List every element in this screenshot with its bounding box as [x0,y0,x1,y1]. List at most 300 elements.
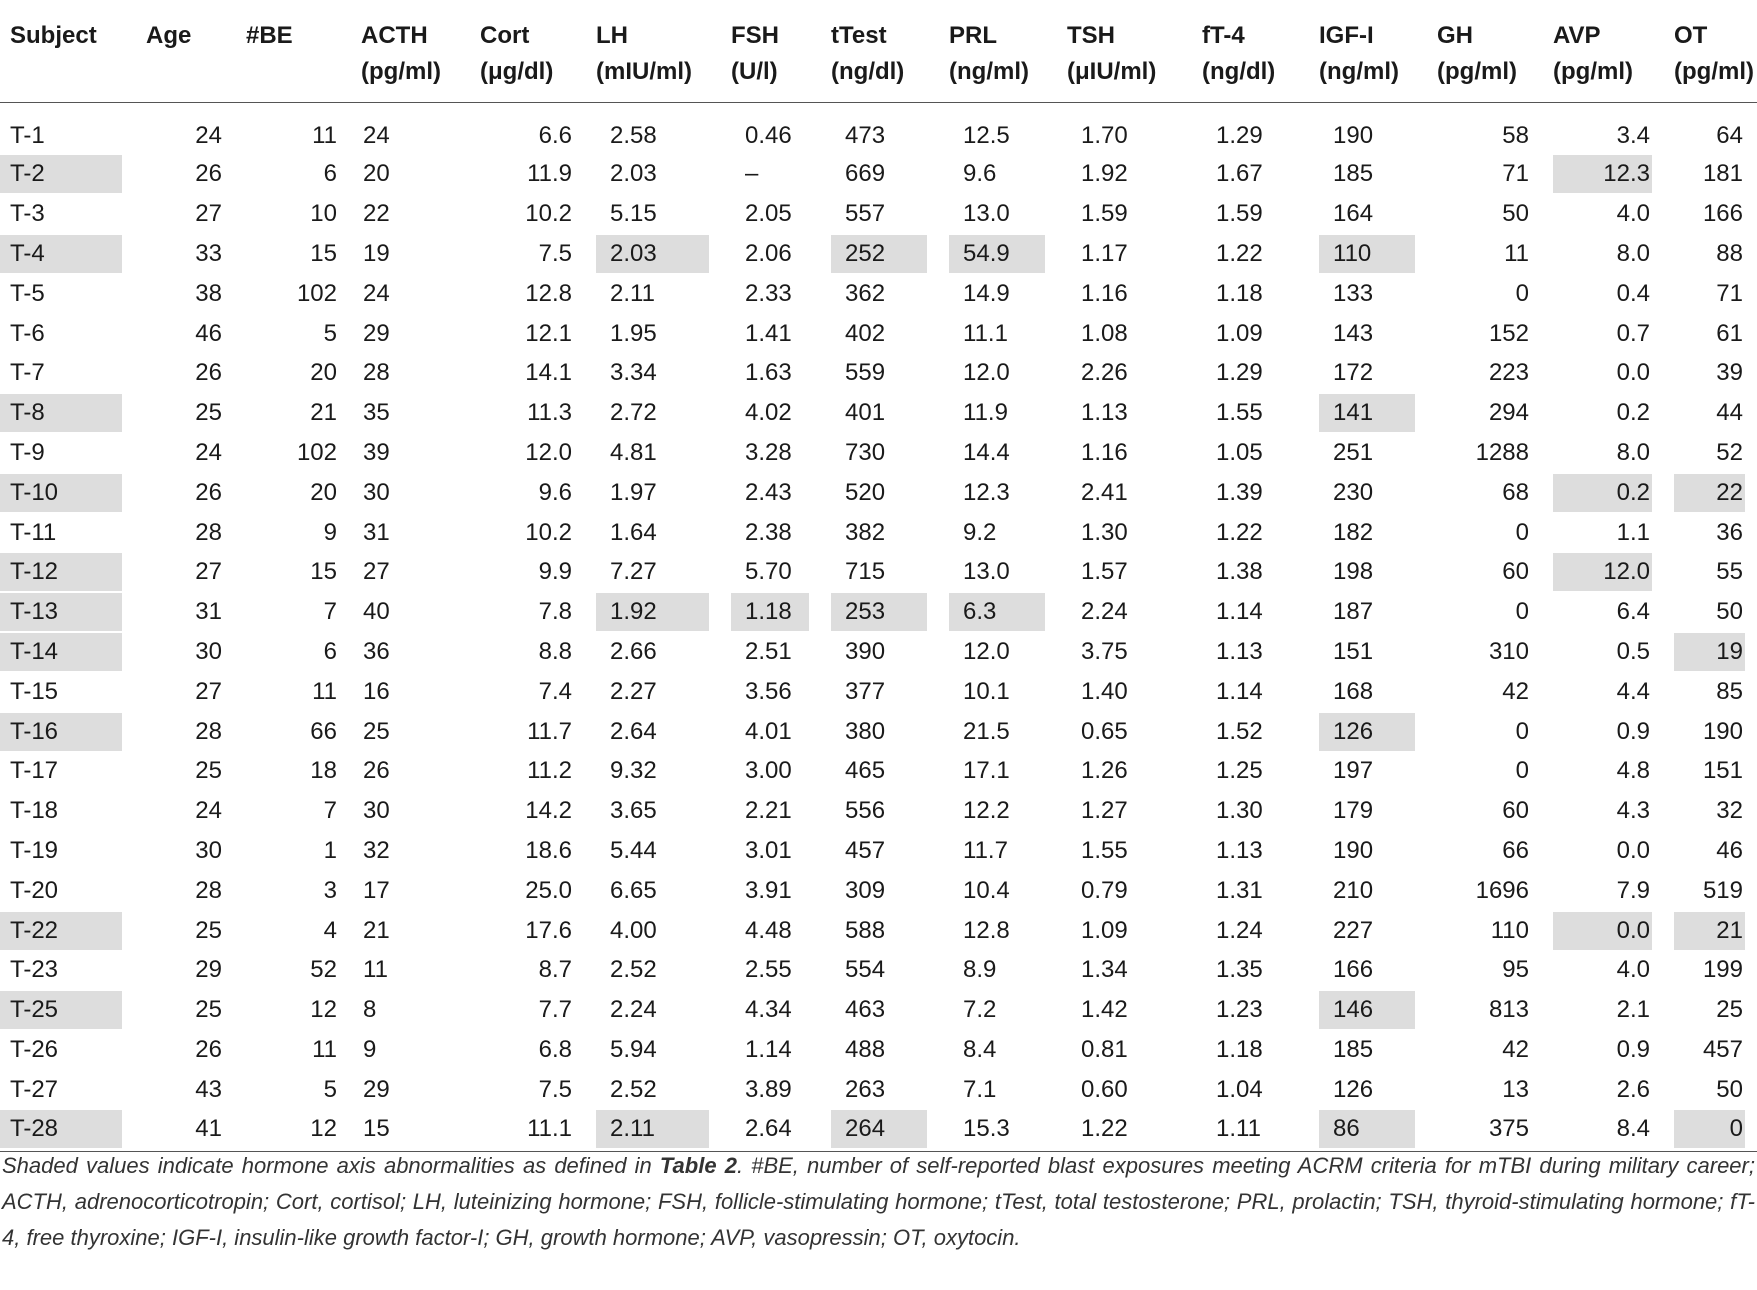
cell-text: T-25 [0,991,122,1029]
cell-text: 68 [1502,478,1529,506]
cell-text: 19 [363,239,390,267]
value-cell [1309,433,1427,473]
subject-cell [0,314,136,354]
value-cell [586,751,721,791]
cell-text: 30 [195,836,222,864]
cell-text: 0.0 [1616,359,1650,387]
cell-text: 1.29 [1216,121,1263,149]
cell-text: 8.9 [963,956,997,984]
column-header-label: FSH [731,22,779,49]
cell-text: 168 [1333,677,1374,705]
value-cell [721,1070,821,1110]
value-cell [1057,234,1192,274]
value-cell [721,791,821,831]
cell-text: 4.00 [610,916,657,944]
cell-text: 2.03 [596,235,709,273]
value-cell [1427,1070,1543,1110]
cell-text: T-5 [10,279,45,307]
value-cell [1057,592,1192,632]
value-cell [236,632,351,672]
value-cell [136,950,236,990]
column-header-label: Subject [10,22,97,49]
value-cell [1543,791,1664,831]
cell-text: 5 [323,319,337,347]
subject-cell [0,1030,136,1070]
value-cell [1427,831,1543,871]
value-cell [586,473,721,513]
value-cell [721,672,821,712]
value-cell [821,393,939,433]
value-cell [821,990,939,1030]
table-row [0,102,1757,155]
cell-text: T-9 [10,438,45,466]
footnote-table-ref: Table 2 [659,1153,737,1178]
column-header-unit: (pg/ml) [1553,58,1633,85]
value-cell [821,950,939,990]
cell-text: 25 [195,757,222,785]
value-cell [1664,911,1757,951]
value-cell [721,155,821,195]
subject-cell [0,592,136,632]
cell-text: 3.00 [745,757,792,785]
cell-text: 11 [1504,239,1529,267]
cell-text: 39 [363,438,390,466]
value-cell [236,990,351,1030]
value-cell [236,102,351,155]
cell-text: 61 [1716,319,1743,347]
value-cell [136,234,236,274]
value-cell [1543,831,1664,871]
cell-text: 110 [1319,235,1415,273]
value-cell [1664,234,1757,274]
cell-text: 17.6 [525,916,572,944]
value-cell [1057,552,1192,592]
value-cell [351,1110,470,1152]
value-cell [586,353,721,393]
cell-text: 11.7 [963,836,1008,864]
column-header-label: GH [1437,22,1473,49]
cell-text: 190 [1333,121,1374,149]
value-cell [1664,632,1757,672]
cell-text: 15 [310,239,337,267]
cell-text: 2.24 [610,996,657,1024]
value-cell [1543,473,1664,513]
value-cell [586,871,721,911]
table-row [0,632,1757,672]
column-header-unit: (U/l) [731,58,778,85]
value-cell [586,950,721,990]
cell-text: 6.3 [949,593,1045,631]
cell-text: 26 [363,757,390,785]
cell-text: 4.0 [1616,200,1650,228]
cell-text: 1.97 [610,478,657,506]
cell-text: 1.67 [1216,160,1263,188]
value-cell [470,592,586,632]
subject-cell [0,632,136,672]
value-cell [1664,831,1757,871]
cell-text: T-20 [10,876,59,904]
value-cell [1664,274,1757,314]
cell-text: 1.14 [745,1035,792,1063]
cell-text: 14.1 [525,359,572,387]
value-cell [1543,592,1664,632]
cell-text: 3.01 [745,836,792,864]
value-cell [821,592,939,632]
cell-text: 151 [1702,757,1743,785]
value-cell [1543,672,1664,712]
cell-text: 9 [363,1035,377,1063]
value-cell [586,234,721,274]
value-cell [1427,712,1543,752]
cell-text: 1.57 [1081,558,1128,586]
cell-text: 12.0 [963,359,1010,387]
value-cell [821,194,939,234]
value-cell [136,513,236,553]
cell-text: 2.64 [610,717,657,745]
value-cell [939,990,1057,1030]
value-cell [821,911,939,951]
value-cell [586,433,721,473]
value-cell [1543,871,1664,911]
cell-text: 10.1 [963,677,1010,705]
value-cell [351,155,470,195]
cell-text: 29 [363,319,390,347]
footnote-prefix: Shaded values indicate hormone axis abnormalities as defined in [2,1153,660,1178]
value-cell [1192,712,1309,752]
value-cell [586,102,721,155]
cell-text: 554 [845,956,886,984]
cell-text: 1.40 [1081,677,1128,705]
value-cell [236,911,351,951]
subject-cell [0,353,136,393]
value-cell [721,990,821,1030]
cell-text: 28 [195,717,222,745]
cell-text: 1.38 [1216,558,1263,586]
cell-text: 377 [845,677,886,705]
value-cell [939,911,1057,951]
value-cell [939,552,1057,592]
value-cell [470,155,586,195]
cell-text: 1.55 [1216,399,1263,427]
value-cell [1192,473,1309,513]
table-row [0,672,1757,712]
cell-text: 6 [323,160,337,188]
subject-cell [0,712,136,752]
cell-text: T-8 [0,394,122,432]
cell-text: 1 [323,836,337,864]
cell-text: 11.9 [527,160,572,188]
value-cell [236,1070,351,1110]
value-cell [1543,632,1664,672]
cell-text: 4.0 [1616,956,1650,984]
value-cell [351,234,470,274]
cell-text: 25 [195,996,222,1024]
cell-text: 41 [195,1114,222,1142]
value-cell [1192,102,1309,155]
cell-text: 4.48 [745,916,792,944]
column-header-label: PRL [949,22,997,49]
column-header [821,0,939,102]
value-cell [1309,672,1427,712]
cell-text: 1.30 [1216,797,1263,825]
cell-text: 3.56 [745,677,792,705]
value-cell [1427,592,1543,632]
cell-text: 730 [845,438,886,466]
cell-text: 71 [1502,160,1529,188]
cell-text: 36 [1716,518,1743,546]
cell-text: 8.0 [1616,239,1650,267]
cell-text: T-23 [10,956,59,984]
value-cell [136,473,236,513]
value-cell [1543,1070,1664,1110]
value-cell [1543,102,1664,155]
value-cell [939,632,1057,672]
value-cell [821,1110,939,1152]
cell-text: 1.31 [1216,876,1263,904]
value-cell [721,274,821,314]
cell-text: 182 [1333,518,1374,546]
cell-text: 1.08 [1081,319,1128,347]
value-cell [351,314,470,354]
value-cell [1664,102,1757,155]
cell-text: 1.95 [610,319,657,347]
cell-text: 66 [1502,836,1529,864]
value-cell [1192,552,1309,592]
cell-text: 5.44 [610,836,657,864]
cell-text: 11.1 [527,1114,572,1142]
cell-text: 2.21 [745,797,792,825]
value-cell [470,234,586,274]
cell-text: 2.66 [610,637,657,665]
value-cell [1309,831,1427,871]
cell-text: 0.60 [1081,1075,1128,1103]
value-cell [821,751,939,791]
cell-text: 382 [845,518,886,546]
cell-text: T-13 [0,593,122,631]
value-cell [351,911,470,951]
cell-text: 14.9 [963,279,1010,307]
cell-text: 6.65 [610,876,657,904]
cell-text: T-1 [10,121,45,149]
value-cell [821,672,939,712]
cell-text: 31 [363,518,390,546]
cell-text: 50 [1716,598,1743,626]
value-cell [236,552,351,592]
cell-text: 198 [1333,558,1374,586]
cell-text: 66 [310,717,337,745]
value-cell [586,632,721,672]
value-cell [721,513,821,553]
value-cell [1664,513,1757,553]
cell-text: 85 [1716,677,1743,705]
cell-text: T-6 [10,319,45,347]
cell-text: 2.1 [1616,996,1650,1024]
column-header-unit: (ng/ml) [949,58,1029,85]
value-cell [586,990,721,1030]
cell-text: 715 [845,558,886,586]
subject-cell [0,393,136,433]
cell-text: 1.14 [1216,677,1263,705]
cell-text: 2.06 [745,239,792,267]
cell-text: T-3 [10,200,45,228]
value-cell [1664,990,1757,1030]
cell-text: 1.29 [1216,359,1263,387]
cell-text: 40 [363,598,390,626]
cell-text: 10.4 [963,876,1010,904]
cell-text: 1.22 [1216,239,1263,267]
cell-text: 11.2 [527,757,572,785]
value-cell [1192,234,1309,274]
cell-text: 24 [195,121,222,149]
cell-text: 22 [363,200,390,228]
value-cell [470,791,586,831]
cell-text: 1.18 [731,593,809,631]
value-cell [939,473,1057,513]
cell-text: 24 [363,279,390,307]
value-cell [136,353,236,393]
cell-text: T-15 [10,677,59,705]
column-header-unit: (pg/ml) [1437,58,1517,85]
value-cell [470,712,586,752]
subject-cell [0,552,136,592]
column-header [586,0,721,102]
value-cell [136,102,236,155]
value-cell [939,194,1057,234]
cell-text: 1.17 [1081,239,1128,267]
cell-text: 5 [323,1075,337,1103]
value-cell [1057,155,1192,195]
cell-text: 1.25 [1216,757,1263,785]
value-cell [721,552,821,592]
column-header-unit: (ng/dl) [1202,58,1276,85]
value-cell [1192,393,1309,433]
cell-text: 6.8 [538,1035,572,1063]
value-cell [351,393,470,433]
value-cell [351,592,470,632]
table-row [0,513,1757,553]
cell-text: 13.0 [963,558,1010,586]
cell-text: 3.91 [745,876,792,904]
value-cell [939,102,1057,155]
value-cell [1309,712,1427,752]
value-cell [136,751,236,791]
value-cell [1309,871,1427,911]
value-cell [586,911,721,951]
table-row [0,393,1757,433]
value-cell [1309,194,1427,234]
value-cell [470,314,586,354]
column-header [0,0,136,102]
cell-text: 362 [845,279,886,307]
value-cell [1427,353,1543,393]
value-cell [136,791,236,831]
cell-text: 1.52 [1216,717,1263,745]
value-cell [821,314,939,354]
value-cell [586,314,721,354]
value-cell [1427,751,1543,791]
cell-text: 8.4 [1616,1114,1650,1142]
value-cell [721,1110,821,1152]
cell-text: 3.28 [745,438,792,466]
value-cell [586,194,721,234]
cell-text: 473 [845,121,886,149]
cell-text: 2.24 [1081,598,1128,626]
cell-text: 17.1 [963,757,1010,785]
value-cell [586,155,721,195]
value-cell [721,234,821,274]
value-cell [1309,353,1427,393]
cell-text: 0 [1515,717,1529,745]
cell-text: 12 [310,1114,337,1142]
cell-text: 60 [1502,558,1529,586]
value-cell [821,791,939,831]
cell-text: 11 [312,1035,337,1063]
value-cell [470,274,586,314]
cell-text: 126 [1319,713,1415,751]
value-cell [236,473,351,513]
cell-text: 199 [1702,956,1743,984]
table-row [0,990,1757,1030]
cell-text: 0.81 [1081,1035,1128,1063]
cell-text: 60 [1502,797,1529,825]
value-cell [1309,592,1427,632]
cell-text: T-27 [10,1075,59,1103]
cell-text: 4.81 [610,438,657,466]
value-cell [236,155,351,195]
cell-text: 20 [363,160,390,188]
cell-text: 0.0 [1616,836,1650,864]
cell-text: 28 [195,876,222,904]
value-cell [1057,911,1192,951]
subject-cell [0,234,136,274]
subject-cell [0,950,136,990]
value-cell [721,712,821,752]
table-row [0,155,1757,195]
cell-text: 11 [363,956,388,984]
table-row [0,950,1757,990]
value-cell [721,751,821,791]
value-cell [236,513,351,553]
cell-text: 52 [310,956,337,984]
value-cell [1543,990,1664,1030]
cell-text: 58 [1502,121,1529,149]
table-row [0,831,1757,871]
cell-text: 1.11 [1216,1114,1261,1142]
cell-text: 5.15 [610,200,657,228]
value-cell [1427,632,1543,672]
value-cell [1664,592,1757,632]
cell-text: 27 [363,558,390,586]
cell-text: 166 [1333,956,1374,984]
value-cell [1427,552,1543,592]
cell-text: 3 [323,876,337,904]
cell-text: 42 [1502,1035,1529,1063]
value-cell [351,950,470,990]
cell-text: 465 [845,757,886,785]
value-cell [1192,1070,1309,1110]
cell-text: 30 [363,478,390,506]
cell-text: 2.11 [610,279,655,307]
cell-text: 2.52 [610,1075,657,1103]
value-cell [721,194,821,234]
value-cell [1664,751,1757,791]
value-cell [470,632,586,672]
value-cell [721,1030,821,1070]
cell-text: 141 [1319,394,1415,432]
value-cell [939,393,1057,433]
cell-text: 12.8 [963,916,1010,944]
value-cell [1427,234,1543,274]
